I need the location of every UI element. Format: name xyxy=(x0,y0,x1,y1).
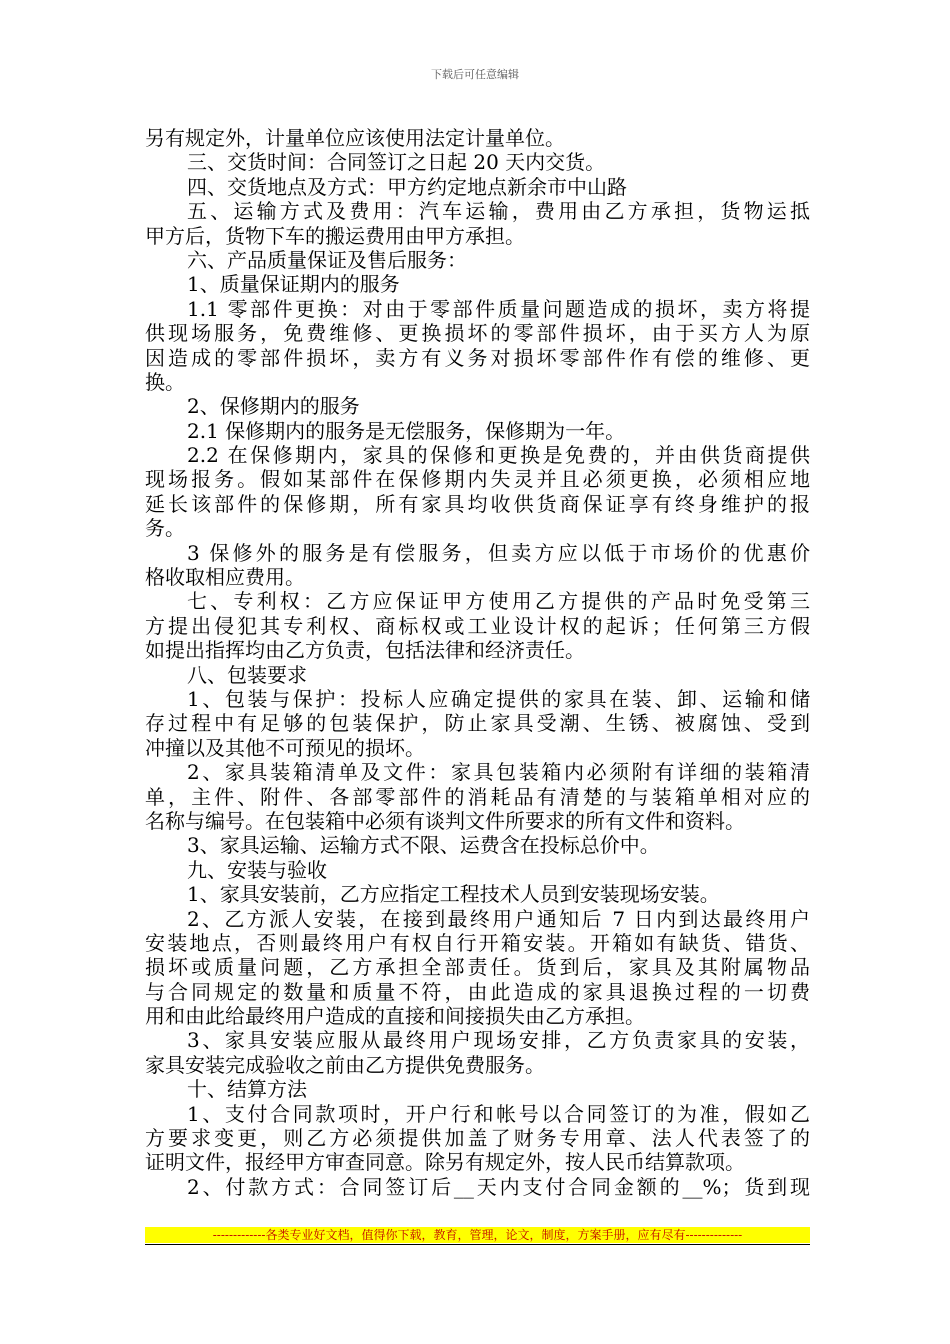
text-line: 单，主件、附件、各部零部件的消耗品有清楚的与装箱单相对应的 xyxy=(145,784,810,809)
text-line: 十、结算方法 xyxy=(187,1077,307,1102)
text-line: 证明文件，报经甲方审查同意。除另有规定外，按人民币结算款项。 xyxy=(145,1150,745,1175)
text-line: 换。 xyxy=(145,369,185,394)
text-line: 2、乙方派人安装，在接到最终用户通知后 7 日内到达最终用户 xyxy=(187,906,810,931)
text-line: 3 保修外的服务是有偿服务，但卖方应以低于市场价的优惠价 xyxy=(187,540,810,565)
text-line: 五、运输方式及费用：汽车运输，费用由乙方承担，货物运抵 xyxy=(187,199,810,224)
footer-rule xyxy=(145,1244,810,1245)
text-line: 因造成的零部件损坏，卖方有义务对损坏零部件作有偿的维修、更 xyxy=(145,345,810,370)
text-line: 八、包装要求 xyxy=(187,662,307,687)
text-line: 3、家具运输、运输方式不限、运费含在投标总价中。 xyxy=(187,833,660,858)
text-line: 现场报务。假如某部件在保修期内失灵并且必须更换，必须相应地 xyxy=(145,467,810,492)
text-line: 1、质量保证期内的服务 xyxy=(187,272,400,297)
text-line: 损坏或质量问题，乙方承担全部责任。货到后，家具及其附属物品 xyxy=(145,955,810,980)
text-line: 2.1 保修期内的服务是无偿服务，保修期为一年。 xyxy=(187,418,626,443)
text-line: 家具安装完成验收之前由乙方提供免费服务。 xyxy=(145,1052,545,1077)
text-line: 安装地点，否则最终用户有权自行开箱安装。开箱如有缺货、错货、 xyxy=(145,930,810,955)
text-line: 六、产品质量保证及售后服务： xyxy=(187,247,467,272)
text-line: 存过程中有足够的包装保护，防止家具受潮、生锈、被腐蚀、受到 xyxy=(145,711,810,736)
text-line: 用和由此给最终用户造成的直接和间接损失由乙方承担。 xyxy=(145,1004,645,1029)
page-header: 下载后可任意编辑 xyxy=(431,68,519,81)
text-line: 务。 xyxy=(145,516,185,541)
text-line: 如提出指挥均由乙方负责，包括法律和经济责任。 xyxy=(145,638,585,663)
text-line: 供现场服务，免费维修、更换损坏的零部件损坏，由于买方人为原 xyxy=(145,321,810,346)
text-line: 方要求变更，则乙方必须提供加盖了财务专用章、法人代表签了的 xyxy=(145,1126,810,1151)
text-line: 三、交货时间：合同签订之日起 20 天内交货。 xyxy=(187,150,606,175)
text-line: 冲撞以及其他不可预见的损坏。 xyxy=(145,735,425,760)
text-line: 延长该部件的保修期，所有家具均收供货商保证享有终身维护的报 xyxy=(145,491,810,516)
text-line: 另有规定外，计量单位应该使用法定计量单位。 xyxy=(145,126,565,150)
text-line: 七、专利权：乙方应保证甲方使用乙方提供的产品时免受第三 xyxy=(187,589,810,614)
text-line: 与合同规定的数量和质量不符，由此造成的家具退换过程的一切费 xyxy=(145,979,810,1004)
text-line: 2、保修期内的服务 xyxy=(187,394,360,419)
page-footer-banner: -------------各类专业好文档，值得你下载，教育，管理，论文，制度，方案手册，应有尽有-------------- xyxy=(145,1227,810,1243)
text-line: 1、包装与保护：投标人应确定提供的家具在装、卸、运输和储 xyxy=(187,686,810,711)
text-line: 1.1 零部件更换：对由于零部件质量问题造成的损坏，卖方将提 xyxy=(187,296,810,321)
text-line: 2、付款方式：合同签订后__天内支付合同金额的__%；货到现 xyxy=(187,1174,810,1199)
text-line: 2、家具装箱清单及文件：家具包装箱内必须附有详细的装箱清 xyxy=(187,760,810,785)
text-line: 1、家具安装前，乙方应指定工程技术人员到安装现场安装。 xyxy=(187,882,720,907)
text-line: 甲方后，货物下车的搬运费用由甲方承担。 xyxy=(145,223,525,248)
text-line: 名称与编号。在包装箱中必须有谈判文件所要求的所有文件和资料。 xyxy=(145,808,745,833)
document-body xyxy=(145,126,810,1199)
text-line: 四、交货地点及方式：甲方约定地点新余市中山路 xyxy=(187,174,627,199)
text-line: 方提出侵犯其专利权、商标权或工业设计权的起诉；任何第三方假 xyxy=(145,613,810,638)
text-line: 2.2 在保修期内，家具的保修和更换是免费的，并由供货商提供 xyxy=(187,443,810,468)
text-line: 九、安装与验收 xyxy=(187,857,327,882)
text-line: 3、家具安装应服从最终用户现场安排，乙方负责家具的安装， xyxy=(187,1028,810,1053)
text-line: 格收取相应费用。 xyxy=(145,565,305,590)
text-line: 1、支付合同款项时，开户行和帐号以合同签订的为准，假如乙 xyxy=(187,1101,810,1126)
